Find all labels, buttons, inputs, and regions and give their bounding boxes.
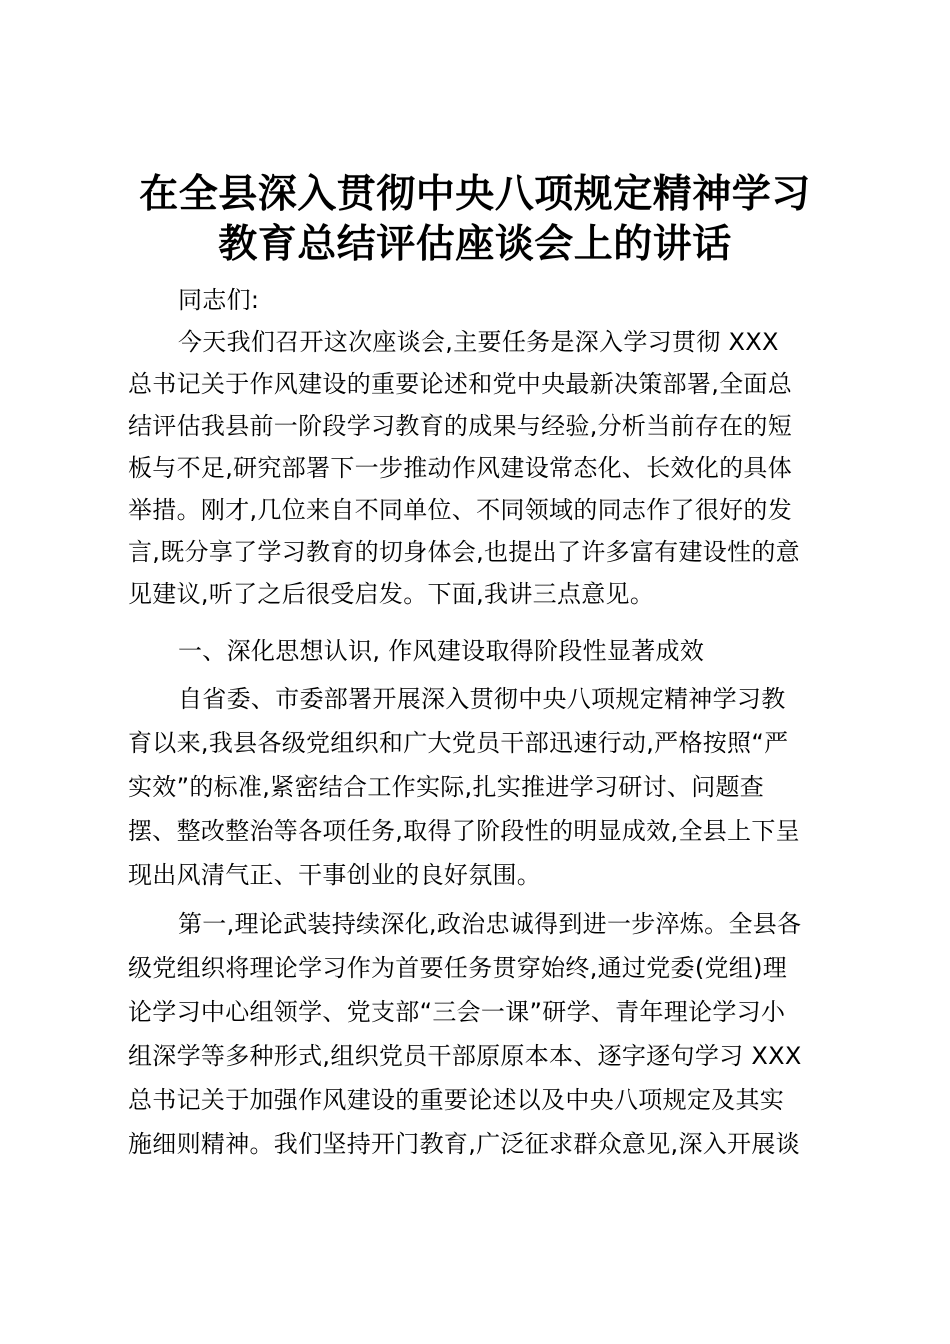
paragraph-line: 实效”的标准,紧密结合工作实际,扎实推进学习研讨、问题查: [128, 773, 765, 801]
paragraph-line: 今天我们召开这次座谈会,主要任务是深入学习贯彻 XXX: [178, 328, 779, 356]
paragraph-line: 自省委、市委部署开展深入贯彻中央八项规定精神学习教: [178, 685, 786, 713]
paragraph-line: 第一,理论武装持续深化,政治忠诚得到进一步淬炼。全县各: [178, 910, 802, 938]
paragraph-line: 结评估我县前一阶段学习教育的成果与经验,分析当前存在的短: [128, 412, 793, 440]
paragraph-line: 育以来,我县各级党组织和广大党员干部迅速行动,严格按照“严: [128, 729, 789, 757]
paragraph-line: 见建议,听了之后很受启发。下面,我讲三点意见。: [128, 580, 655, 608]
paragraph-line: 现出风清气正、干事创业的良好氛围。: [128, 861, 542, 889]
paragraph-line: 摆、整改整治等各项任务,取得了阶段性的明显成效,全县上下呈: [128, 817, 800, 845]
paragraph-line: 总书记关于作风建设的重要论述和党中央最新决策部署,全面总: [128, 370, 793, 398]
paragraph-line: 总书记关于加强作风建设的重要论述以及中央八项规定及其实: [128, 1086, 785, 1114]
paragraph-line: 举措。刚才,几位来自不同单位、不同领域的同志作了很好的发: [128, 496, 793, 524]
paragraph-line: 论学习中心组领学、党支部“三会一课”研学、青年理论学习小: [128, 998, 786, 1026]
paragraph-line: 言,既分享了学习教育的切身体会,也提出了许多富有建设性的意: [128, 538, 800, 566]
paragraph-line: 级党组织将理论学习作为首要任务贯穿始终,通过党委(党组)理: [128, 954, 788, 982]
document-title-line-2: 教育总结评估座谈会上的讲话: [218, 222, 732, 267]
salutation: 同志们:: [178, 286, 260, 314]
document-title-line-1: 在全县深入贯彻中央八项规定精神学习: [139, 172, 811, 217]
paragraph-line: 施细则精神。我们坚持开门教育,广泛征求群众意见,深入开展谈: [128, 1130, 800, 1158]
section-heading: 一、深化思想认识, 作风建设取得阶段性显著成效: [178, 637, 705, 665]
paragraph-line: 组深学等多种形式,组织党员干部原原本本、逐字逐句学习 XXX: [128, 1042, 802, 1070]
paragraph-line: 板与不足,研究部署下一步推动作风建设常态化、长效化的具体: [128, 454, 793, 482]
